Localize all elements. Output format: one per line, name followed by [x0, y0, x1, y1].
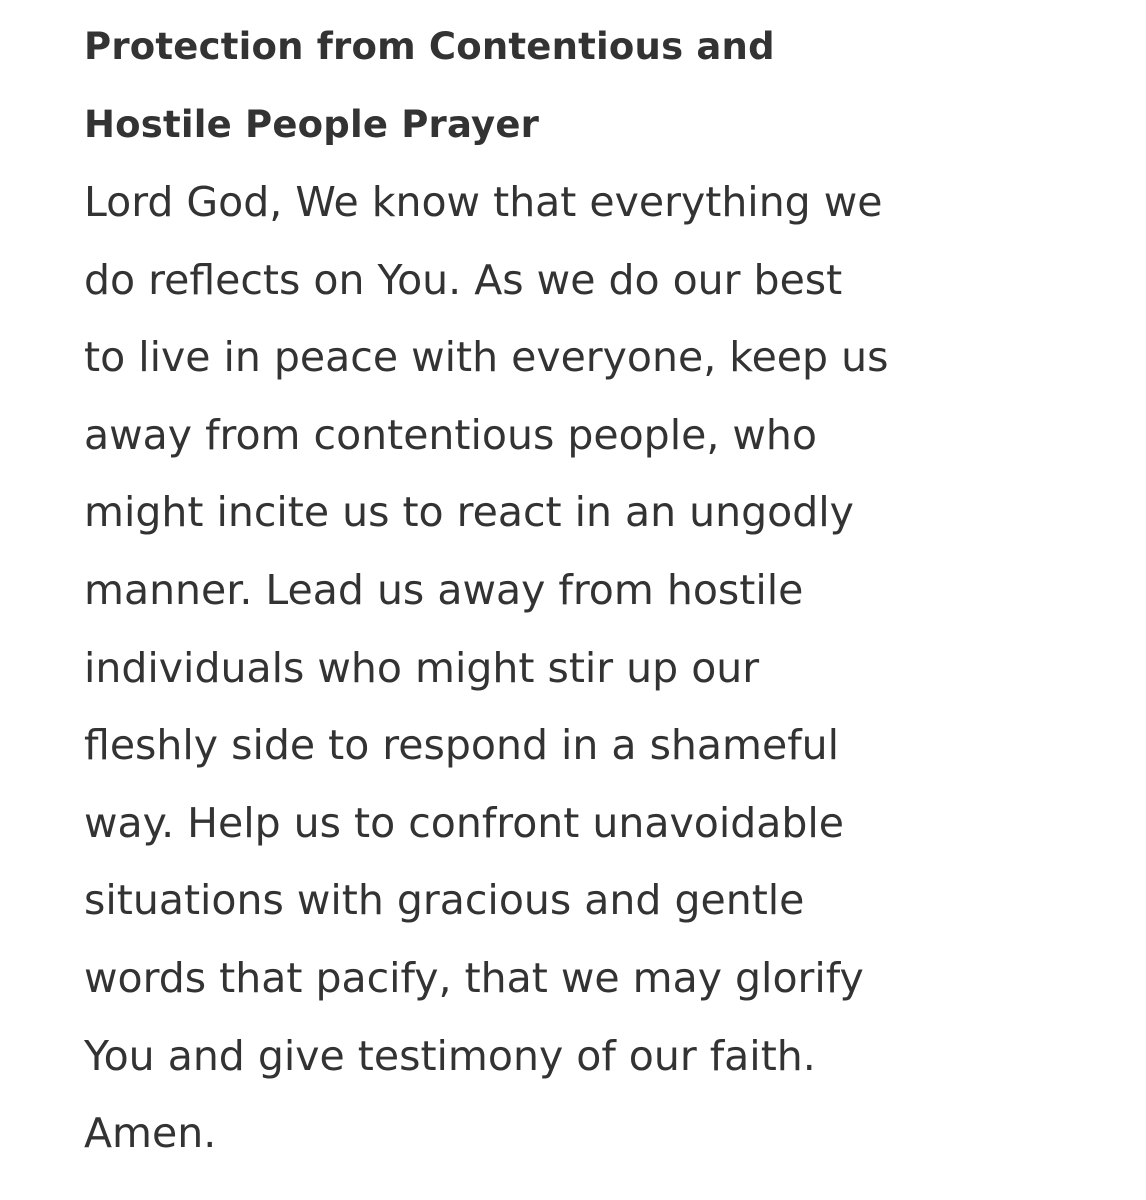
title-line: Hostile People Prayer: [84, 103, 540, 146]
body-line: Lord God, We know that everything we: [84, 178, 883, 226]
body-line: situations with gracious and gentle: [84, 876, 805, 925]
title-line: Protection from Contentious and: [84, 25, 775, 68]
prayer-title: [84, 8, 1084, 164]
body-line: fleshly side to respond in a shameful: [84, 721, 840, 770]
prayer-body: [84, 164, 1084, 1173]
body-line: individuals who might stir up our: [84, 643, 760, 692]
body-line: away from contentious people, who: [84, 410, 817, 459]
body-line: do reflects on You. As we do our best: [84, 255, 843, 304]
body-line: Amen.: [84, 1109, 217, 1158]
body-line: manner. Lead us away from hostile: [84, 565, 804, 614]
body-line: might incite us to react in an ungodly: [84, 488, 854, 537]
body-line: way. Help us to confront unavoidable: [84, 798, 845, 847]
body-line: You and give testimony of our faith.: [84, 1031, 816, 1080]
body-line: words that pacify, that we may glorify: [84, 953, 864, 1002]
prayer-article: [84, 8, 1084, 1173]
body-line: to live in peace with everyone, keep us: [84, 333, 889, 382]
